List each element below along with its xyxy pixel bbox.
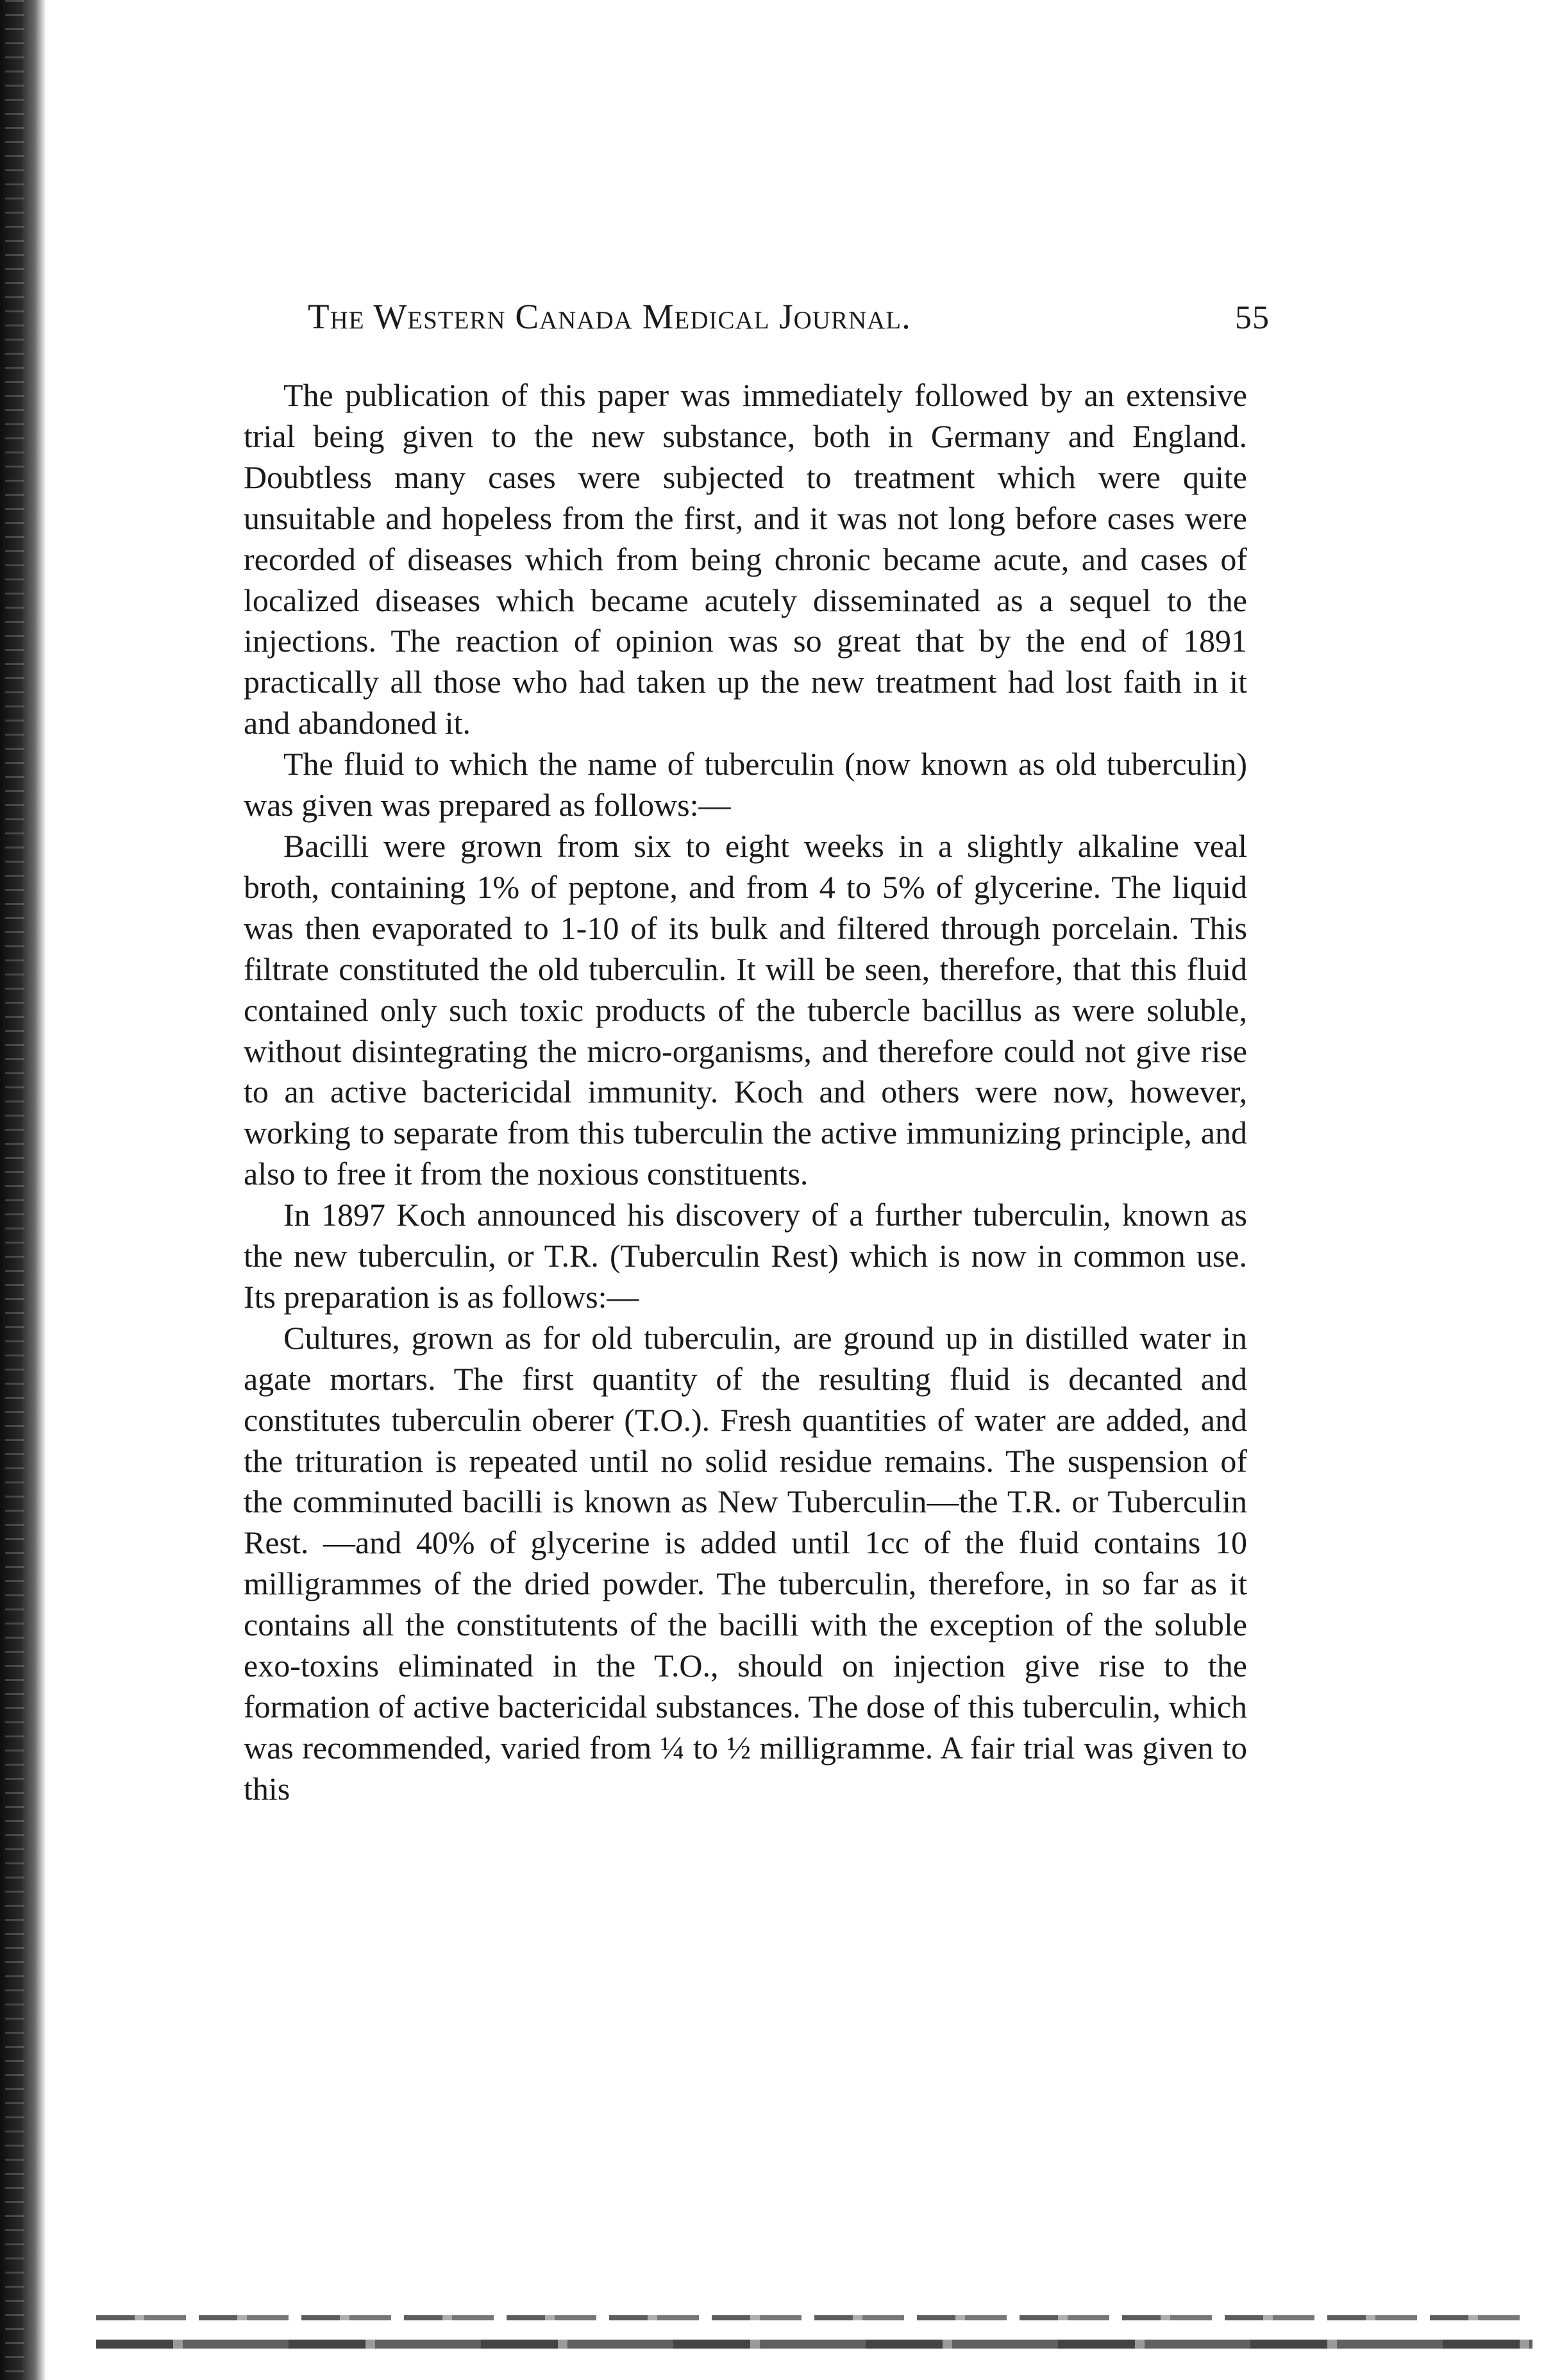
paragraph: In 1897 Koch announced his discovery of a further tuberculin, known as the new tuberculin, or T.R. (Tuberculin Rest) which is now in common use. Its preparation is as follows:—	[244, 1197, 1247, 1315]
paragraph: The publication of this paper was immediately followed by an extensive trial being given to the new substance, both in Germany and England. Doubtless many cases were subjected to treatment which were quite unsuitable and hopeless from the first, and it was not long before cases were recorded of diseases which from being chronic became acute, and cases of localized diseases which became acutely disseminated as a sequel to the injections. The reaction of opinion was so great that by the end of 1891 practically all those who had taken up the new treatment had lost faith in it and abandoned it.	[244, 377, 1247, 741]
scan-bottom-rule-lower	[96, 2340, 1532, 2349]
scan-bottom-rule	[96, 2315, 1532, 2320]
page-number: 55	[1235, 300, 1270, 336]
article-body	[244, 375, 1247, 1810]
scan-binding-edge	[0, 0, 46, 2380]
paragraph: Bacilli were grown from six to eight weeks in a slightly alkaline veal broth, containing 1% of peptone, and from 4 to 5% of glycerine. The liquid was then evaporated to 1-10 of its bulk and filtered through porcelain. This filtrate constituted the old tuberculin. It will be seen, therefore, that this fluid contained only such toxic products of the tubercle bacillus as were soluble, without disintegrating the micro-organisms, and therefore could not give rise to an active bactericidal immunity. Koch and others were now, however, working to separate from this tuberculin the active immunizing principle, and also to free it from the noxious constituents.	[244, 827, 1247, 1192]
journal-title: The Western Canada Medical Journal.	[308, 297, 911, 336]
paragraph: Cultures, grown as for old tuberculin, are ground up in distilled water in agate mortars. The first quantity of the resulting fluid is decanted and constitutes tuberculin oberer (T.O.). Fresh quantities of water are added, and the trituration is repeated until no solid residue remains. The suspension of the comminuted bacilli is known as New Tuberculin—the T.R. or Tuberculin Rest. —and 40% of glycerine is added until 1cc of the fluid contains 10 milligrammes of the dried powder. The tuberculin, therefore, in so far as it contains all the constitutents of the bacilli with the exception of the soluble exo-toxins eliminated in the T.O., should on injection give rise to the formation of active bactericidal substances. The dose of this tuberculin, which was recommended, varied from ¼ to ½ milligramme. A fair trial was given to this	[244, 1319, 1247, 1807]
running-head	[308, 296, 1270, 337]
paragraph: The fluid to which the name of tuberculin (now known as old tuberculin) was given was prepared as follows:—	[244, 746, 1247, 823]
